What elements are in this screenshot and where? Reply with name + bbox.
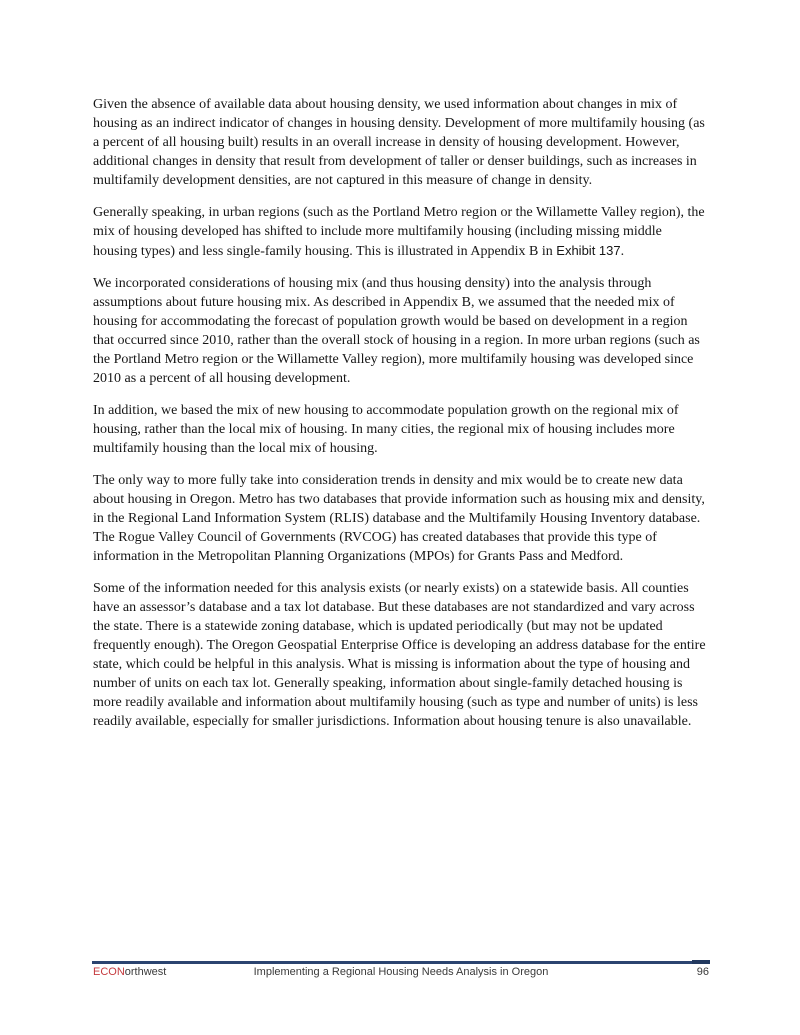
paragraph-text: . [620,244,625,259]
paragraph-urban-regions-mix [93,203,707,261]
footer-rule [92,961,710,964]
econorthwest-logo-rest: orthwest [124,966,167,978]
body-text [93,95,707,744]
footer-row [92,965,710,981]
footer-document-title: Implementing a Regional Housing Needs Analysis in Oregon [253,966,549,978]
paragraph-regional-mix: In addition, we based the mix of new housing to accommodate population growth on the regional mix of housing, rather than the local mix of housing. In many cities, the regional mix of housing includes more multifamily housing than the local mix of housing. [93,403,679,456]
footer-rule-cap [692,960,710,964]
paragraph-text: Generally speaking, in urban regions (such as the Portland Metro region or the Willamette Valley region), the mix of housing developed has shifted to include more multifamily housing (including missing middle housing types) and less single-family housing. This is illustrated in Appendix B in [93,205,705,259]
paragraph-statewide-information: Some of the information needed for this analysis exists (or nearly exists) on a statewide basis. All counties have an assessor’s database and a tax lot database. But these databases are not standardized and vary across the state. There is a statewide zoning database, which is updated periodically (but may not be updated frequently enough). The Oregon Geospatial Enterprise Office is developing an address database for the entire state, which could be helpful in this analysis. What is missing is information about the type of housing and number of units on each tax lot. Generally speaking, information about single-family detached housing is more readily available and information about multifamily housing (such as type and number of units) is less readily available, especially for smaller jurisdictions. Information about housing tenure is also unavailable. [93,581,706,729]
page-footer [92,961,710,981]
page-number: 96 [696,966,709,978]
exhibit-reference: Exhibit 137 [556,243,621,258]
paragraph-housing-mix-assumptions: We incorporated considerations of housing mix (and thus housing density) into the analysis through assumptions about future housing mix. As described in Appendix B, we assumed that the needed mix of housing for accommodating the forecast of population growth would be based on development in a region that occurred since 2010, rather than the overall stock of housing in a region. In more urban regions (such as the Portland Metro region or the Willamette Valley region), more multifamily housing was developed since 2010 as a percent of all housing development. [93,276,700,386]
econorthwest-logo-red: ECON [93,966,125,978]
paragraph-new-data-databases: The only way to more fully take into consideration trends in density and mix would be to create new data about housing in Oregon. Metro has two databases that provide information such as housing mix and density, in the Regional Land Information System (RLIS) database and the Multifamily Housing Inventory database. The Rogue Valley Council of Governments (RVCOG) has created databases that provide this type of information in the Metropolitan Planning Organizations (MPOs) for Grants Pass and Medford. [93,473,705,564]
paragraph-density-indicator: Given the absence of available data about housing density, we used information about changes in mix of housing as an indirect indicator of changes in housing density. Development of more multifamily housing (as a percent of all housing built) results in an overall increase in density of housing development. However, additional changes in density that result from development of taller or denser buildings, such as increases in multifamily development densities, are not captured in this measure of change in density. [93,97,705,188]
